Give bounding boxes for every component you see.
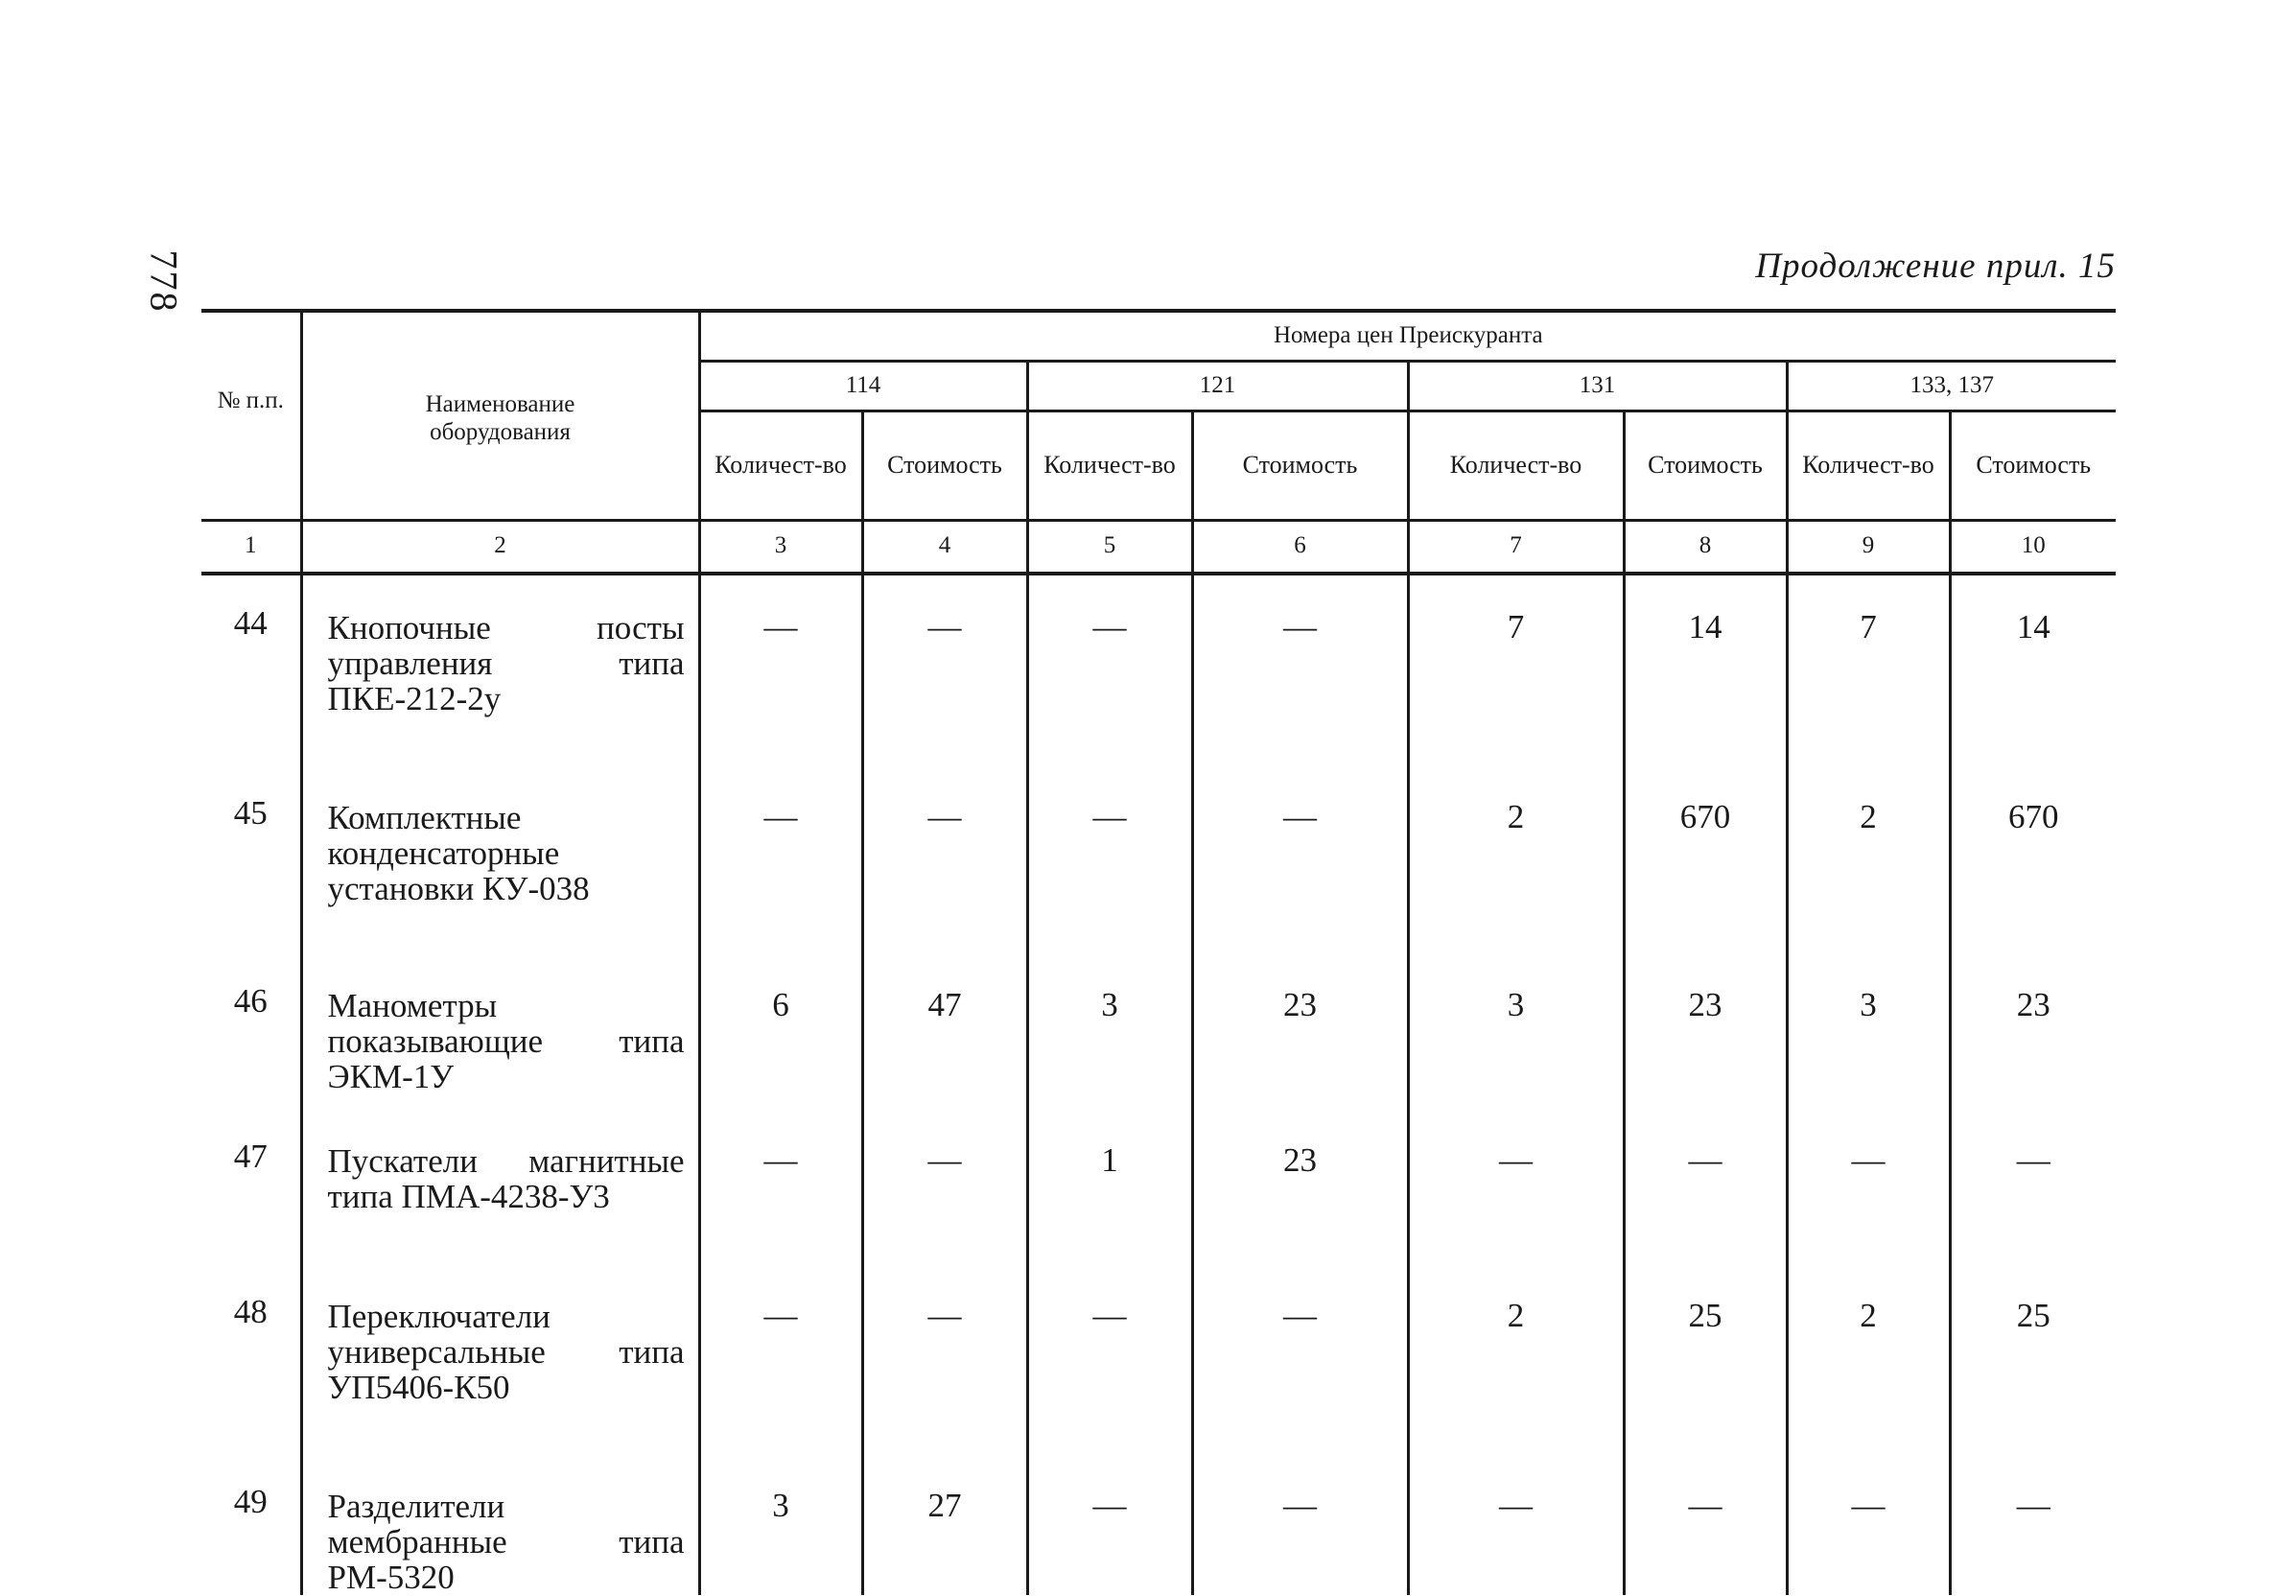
header-group-131: 131 [1408,361,1787,411]
cell-quantity-121: — [1027,765,1192,953]
header-cost: Стоимость [862,411,1027,520]
cell-cost-121: — [1192,574,1408,765]
header-group-114: 114 [699,361,1027,411]
column-number: 2 [301,520,699,574]
cell-cost-133-137: — [1950,1454,2116,1595]
cell-cost-114: — [862,1264,1027,1454]
table-row [201,1264,2116,1454]
cell-quantity-133-137: 7 [1787,574,1950,765]
equipment-name: Переключатели универсальные типа УП5406-К50 [301,1264,699,1454]
equipment-name: Манометры показывающие типа ЭКМ-1У [301,953,699,1109]
equipment-name: Разделители мембранные типа РМ-5320 [301,1454,699,1595]
table-body [201,574,2116,1595]
cell-quantity-121: — [1027,1454,1192,1595]
cell-cost-121: — [1192,765,1408,953]
continuation-caption: Продолжение прил. 15 [1755,246,2116,286]
row-number: 46 [233,981,268,1020]
row-number: 45 [233,793,268,832]
cell-cost-131: 14 [1624,574,1787,765]
header-cost: Стоимость [1192,411,1408,520]
header-group-133-137: 133, 137 [1787,361,2116,411]
cell-quantity-121: — [1027,574,1192,765]
cell-cost-131: — [1624,1454,1787,1595]
cell-quantity-114: — [699,574,862,765]
column-number: 3 [699,520,862,574]
cell-cost-133-137: 670 [1950,765,2116,953]
table-row [201,1454,2116,1595]
row-number: 44 [233,603,268,642]
header-quantity: Количест-во [1787,411,1950,520]
cell-cost-131: 23 [1624,953,1787,1109]
cell-cost-114: — [862,1109,1027,1264]
header-equipment-name: Наименование оборудования [301,311,699,520]
cell-quantity-114: — [699,1264,862,1454]
header-quantity: Количест-во [1408,411,1624,520]
header-price-numbers: Номера цен Преискуранта [699,311,2116,361]
page-number: 778 [142,249,186,314]
equipment-name: Кнопочные посты управления типа ПКЕ-212-2у [301,574,699,765]
header-cost: Стоимость [1624,411,1787,520]
equipment-name: Комплектные конденсаторные установки КУ-038 [301,765,699,953]
cell-quantity-133-137: — [1787,1109,1950,1264]
row-number: 48 [233,1292,268,1330]
column-number: 8 [1624,520,1787,574]
equipment-table-container [201,309,2116,1595]
cell-cost-121: — [1192,1454,1408,1595]
column-number: 1 [245,532,257,559]
column-number: 5 [1027,520,1192,574]
cell-quantity-131: 2 [1408,765,1624,953]
cell-quantity-131: 3 [1408,953,1624,1109]
column-number: 9 [1787,520,1950,574]
table-row [201,953,2116,1109]
row-number: 49 [233,1482,268,1520]
cell-quantity-114: 3 [699,1454,862,1595]
column-number: 7 [1408,520,1624,574]
cell-quantity-121: — [1027,1264,1192,1454]
cell-quantity-131: 2 [1408,1264,1624,1454]
cell-quantity-131: — [1408,1454,1624,1595]
table-row [201,1109,2116,1264]
cell-cost-121: 23 [1192,1109,1408,1264]
cell-quantity-121: 1 [1027,1109,1192,1264]
header-number: № п.п. [201,311,301,520]
header-quantity: Количест-во [1027,411,1192,520]
cell-quantity-131: 7 [1408,574,1624,765]
cell-quantity-133-137: 2 [1787,1264,1950,1454]
cell-cost-133-137: 25 [1950,1264,2116,1454]
cell-cost-133-137: — [1950,1109,2116,1264]
column-number: 4 [862,520,1027,574]
column-number: 10 [1950,520,2116,574]
cell-cost-114: 47 [862,953,1027,1109]
cell-quantity-131: — [1408,1109,1624,1264]
table-row [201,765,2116,953]
cell-quantity-133-137: 2 [1787,765,1950,953]
cell-cost-133-137: 23 [1950,953,2116,1109]
cell-quantity-114: 6 [699,953,862,1109]
cell-cost-114: — [862,765,1027,953]
row-number: 47 [233,1137,268,1175]
table-header [201,311,2116,574]
header-group-121: 121 [1027,361,1408,411]
cell-cost-114: 27 [862,1454,1027,1595]
cell-quantity-133-137: 3 [1787,953,1950,1109]
cell-cost-121: 23 [1192,953,1408,1109]
equipment-name: Пускатели магнитные типа ПМА-4238-У3 [301,1109,699,1264]
cell-cost-131: 670 [1624,765,1787,953]
header-quantity: Количест-во [699,411,862,520]
cell-cost-121: — [1192,1264,1408,1454]
table-row [201,574,2116,765]
cell-cost-131: 25 [1624,1264,1787,1454]
column-number: 6 [1192,520,1408,574]
cell-quantity-114: — [699,1109,862,1264]
header-cost: Стоимость [1950,411,2116,520]
cell-cost-114: — [862,574,1027,765]
cell-quantity-133-137: — [1787,1454,1950,1595]
cell-quantity-114: — [699,765,862,953]
equipment-table [201,309,2116,1595]
cell-cost-133-137: 14 [1950,574,2116,765]
cell-cost-131: — [1624,1109,1787,1264]
cell-quantity-121: 3 [1027,953,1192,1109]
